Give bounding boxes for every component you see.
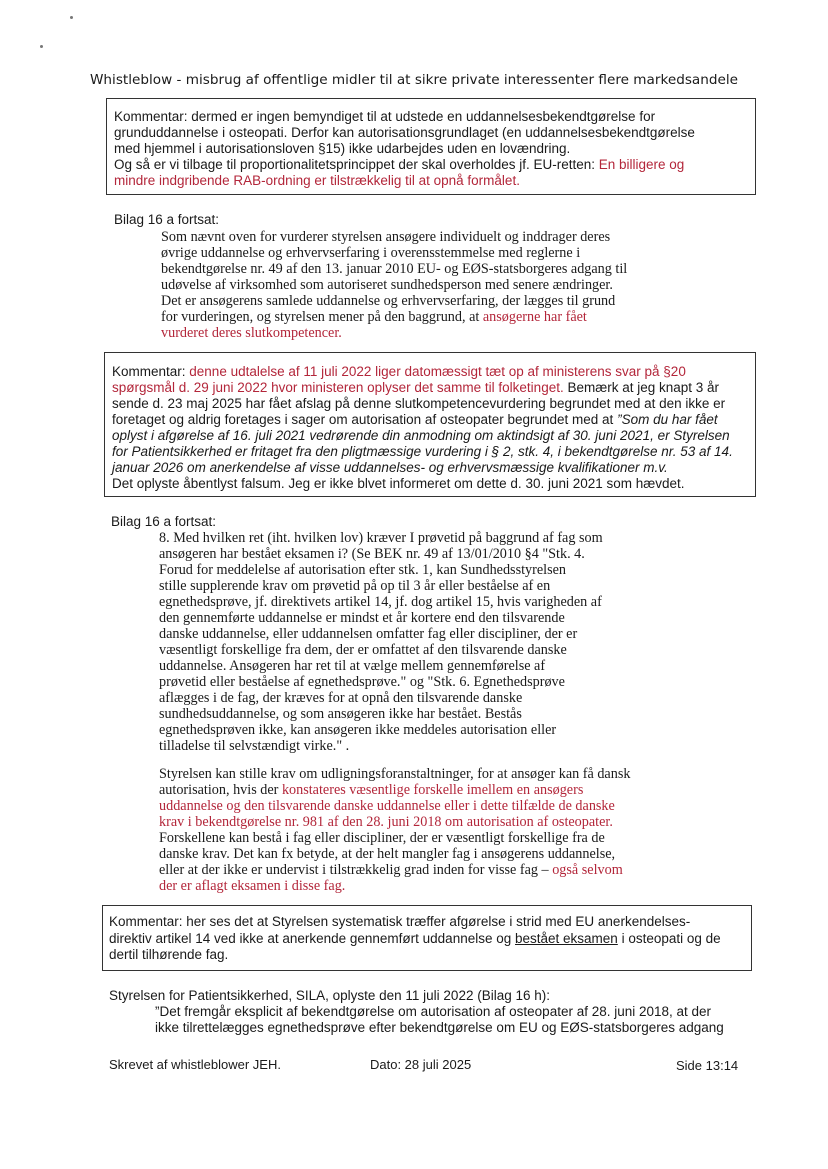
quote-line: Det er ansøgerens samlede uddannelse og erhvervserfaring, der lægges til grund bbox=[161, 293, 616, 309]
quote-line: Som nævnt oven for vurderer styrelsen ansøgere individuelt og inddrager deres bbox=[161, 229, 611, 245]
quote-line: væsentligt forskellige fra dem, der er omfattet af den tilsvarende danske bbox=[159, 642, 567, 658]
quote-line: Forud for meddelelse af autorisation efter stk. 1, kan Sundhedsstyrelsen bbox=[159, 562, 567, 578]
quote-line: den gennemførte uddannelse er mindst et år kortere end den tilsvarende bbox=[159, 610, 565, 626]
scan-speck bbox=[70, 16, 73, 19]
comment-1-line: grunduddannelse i osteopati. Derfor kan autorisationsgrundlaget (en uddannelsesbekendtgørelse bbox=[114, 125, 695, 140]
comment-2-line: Det oplyste åbentlyst falsum. Jeg er ikke blvet informeret om dette d. 30. juni 2021 som hævdet. bbox=[112, 476, 685, 491]
comment-1-highlight: mindre indgribende RAB-ordning er tilstrækkelig til at opnå formålet. bbox=[114, 173, 520, 188]
section-heading: Bilag 16 a fortsat: bbox=[111, 514, 217, 529]
quote-highlight: der er aflagt eksamen i disse fag. bbox=[159, 878, 346, 894]
comment-2-highlight: denne udtalelse af 11 juli 2022 liger datomæssigt tæt op af ministerens svar på §20 bbox=[189, 364, 686, 379]
comment-1-highlight: En billigere og bbox=[598, 157, 685, 172]
quote-line: danske uddannelse, eller uddannelsen omfatter fag eller discipliner, der er bbox=[159, 626, 578, 642]
quote-line: tilladelse til selvstændigt virke." . bbox=[159, 738, 350, 754]
comment-2-text: Kommentar: bbox=[112, 364, 190, 379]
page-title: Whistleblow - misbrug af offentlige midler til at sikre private interessenter flere markedsandele bbox=[89, 72, 738, 88]
footer-page-number: Side 13:14 bbox=[676, 1058, 739, 1073]
comment-1-text: Og så er vi tilbage til proportionalitetsprincippet der skal overholdes jf. EU-retten: bbox=[114, 157, 599, 172]
comment-1-line bbox=[114, 157, 684, 173]
comment-1-line: med hjemmel i autorisationsloven §15) ikke udarbejdes uden en lovændring. bbox=[114, 141, 571, 156]
quote-line: sundhedsuddannelse, og som ansøgeren ikke har bestået. Bestås bbox=[159, 706, 522, 722]
quote-highlight: uddannelse og den tilsvarende danske uddannelse eller i dette tilfælde de danske bbox=[159, 798, 615, 814]
quote-line: 8. Med hvilken ret (iht. hvilken lov) kræver I prøvetid på baggrund af fag som bbox=[159, 530, 603, 546]
quote-highlight: ansøgerne har fået bbox=[482, 309, 587, 325]
comment-2-quote: ”Som du har fået bbox=[617, 412, 718, 427]
quote-line: ”Det fremgår eksplicit af bekendtgørelse om autorisation af osteopater af 28. juni 2018, at der bbox=[155, 1004, 712, 1019]
comment-3-text: direktiv artikel 14 ved ikke at anerkende gennemført uddannelse og bbox=[109, 931, 515, 946]
comment-3-line: Kommentar: her ses det at Styrelsen systematisk træffer afgørelse i strid med EU anerkendelses- bbox=[109, 914, 691, 929]
footer-date: Dato: 28 juli 2025 bbox=[370, 1057, 472, 1072]
quote-line: Forskellene kan bestå i fag eller discipliner, der er væsentligt forskellige fra de bbox=[159, 830, 605, 846]
comment-2-highlight: spørgsmål d. 29 juni 2022 hvor ministeren oplyser det samme til folketinget. bbox=[112, 380, 564, 395]
quote-line: Styrelsen kan stille krav om udligningsforanstaltninger, for at ansøger kan få dansk bbox=[159, 766, 631, 782]
comment-2-text: foretaget og aldrig foretages i sager om autorisation af osteopater begrundet med at bbox=[112, 412, 618, 427]
comment-3-underline: bestået eksamen bbox=[515, 931, 618, 946]
quote-line: udøvelse af virksomhed som autoriseret sundhedsperson med senere ændringer. bbox=[161, 277, 613, 293]
comment-2-line bbox=[112, 412, 718, 428]
quote-text: for vurderingen, og styrelsen mener på den baggrund, at bbox=[161, 309, 483, 325]
comment-3-text: i osteopati og de bbox=[617, 931, 721, 946]
quote-line: danske krav. Det kan fx betyde, at der helt mangler fag i ansøgerens uddannelse, bbox=[159, 846, 616, 862]
scan-speck bbox=[40, 45, 43, 48]
quote-highlight: vurderet deres slutkompetencer. bbox=[161, 325, 342, 341]
quote-highlight: konstateres væsentlige forskelle imellem en ansøgers bbox=[281, 782, 584, 798]
quote-line: egnethedsprøven ikke, kan ansøgeren ikke meddeles autorisation eller bbox=[159, 722, 557, 738]
comment-3-line: dertil tilhørende fag. bbox=[109, 947, 229, 962]
comment-2-text: Bemærk at jeg knapt 3 år bbox=[563, 380, 720, 395]
quote-line: bekendtgørelse nr. 49 af den 13. januar 2010 EU- og EØS-statsborgeres adgang til bbox=[161, 261, 628, 277]
comment-2-line bbox=[112, 364, 686, 380]
comment-2-line: sende d. 23 maj 2025 har fået afslag på denne slutkompetencevurdering begrundet med at den ikke er bbox=[112, 396, 726, 411]
comment-2-quote: for Patientsikkerhed er fritaget fra den pligtmæssige vurdering i § 2, stk. 4, i bekendtgørelse nr. 53 af 14. bbox=[112, 444, 733, 459]
quote-highlight: krav i bekendtgørelse nr. 981 af den 28. juni 2018 om autorisation af osteopater. bbox=[159, 814, 613, 830]
quote-line: stille supplerende krav om prøvetid på op til 3 år eller beståelse af en bbox=[159, 578, 551, 594]
comment-2-quote: oplyst i afgørelse af 16. juli 2021 vedrørende din anmodning om aktindsigt af 30. juni 2021, er Styrelsen bbox=[112, 428, 730, 443]
quote-line bbox=[159, 862, 623, 878]
section-heading: Bilag 16 a fortsat: bbox=[114, 212, 220, 227]
quote-highlight: også selvom bbox=[552, 862, 623, 878]
quote-line bbox=[161, 309, 587, 325]
quote-line: ikke tilrettelægges egnethedsprøve efter bekendtgørelse om EU og EØS-statsborgeres adgang bbox=[155, 1020, 724, 1035]
quote-line bbox=[159, 782, 583, 798]
section-heading: Styrelsen for Patientsikkerhed, SILA, oplyste den 11 juli 2022 (Bilag 16 h): bbox=[109, 988, 550, 1003]
quote-line: prøvetid eller beståelse af egnethedsprøve." og "Stk. 6. Egnethedsprøve bbox=[159, 674, 565, 690]
comment-2-line bbox=[112, 380, 719, 396]
quote-text: eller at der ikke er undervist i tilstrækkelig grad inden for visse fag – bbox=[159, 862, 553, 878]
quote-text: autorisation, hvis der bbox=[159, 782, 282, 798]
comment-2-quote: januar 2026 om anerkendelse af visse uddannelses- og erhvervsmæssige kvalifikationer m.v. bbox=[112, 460, 668, 475]
comment-1-line: Kommentar: dermed er ingen bemyndiget til at udstede en uddannelsesbekendtgørelse for bbox=[114, 109, 656, 124]
quote-line: egnethedsprøve, jf. direktivets artikel 14, jf. dog artikel 15, hvis varigheden af bbox=[159, 594, 602, 610]
comment-3-line bbox=[109, 931, 721, 947]
quote-line: ansøgeren har bestået eksamen i? (Se BEK nr. 49 af 13/01/2010 §4 "Stk. 4. bbox=[159, 546, 585, 562]
footer-author: Skrevet af whistleblower JEH. bbox=[109, 1057, 281, 1072]
quote-line: uddannelse. Ansøgeren har ret til at vælge mellem gennemførelse af bbox=[159, 658, 546, 674]
quote-line: øvrige uddannelse og erhvervserfaring i overensstemmelse med reglerne i bbox=[161, 245, 581, 261]
quote-line: aflægges i de fag, der kræves for at opnå den tilsvarende danske bbox=[159, 690, 523, 706]
